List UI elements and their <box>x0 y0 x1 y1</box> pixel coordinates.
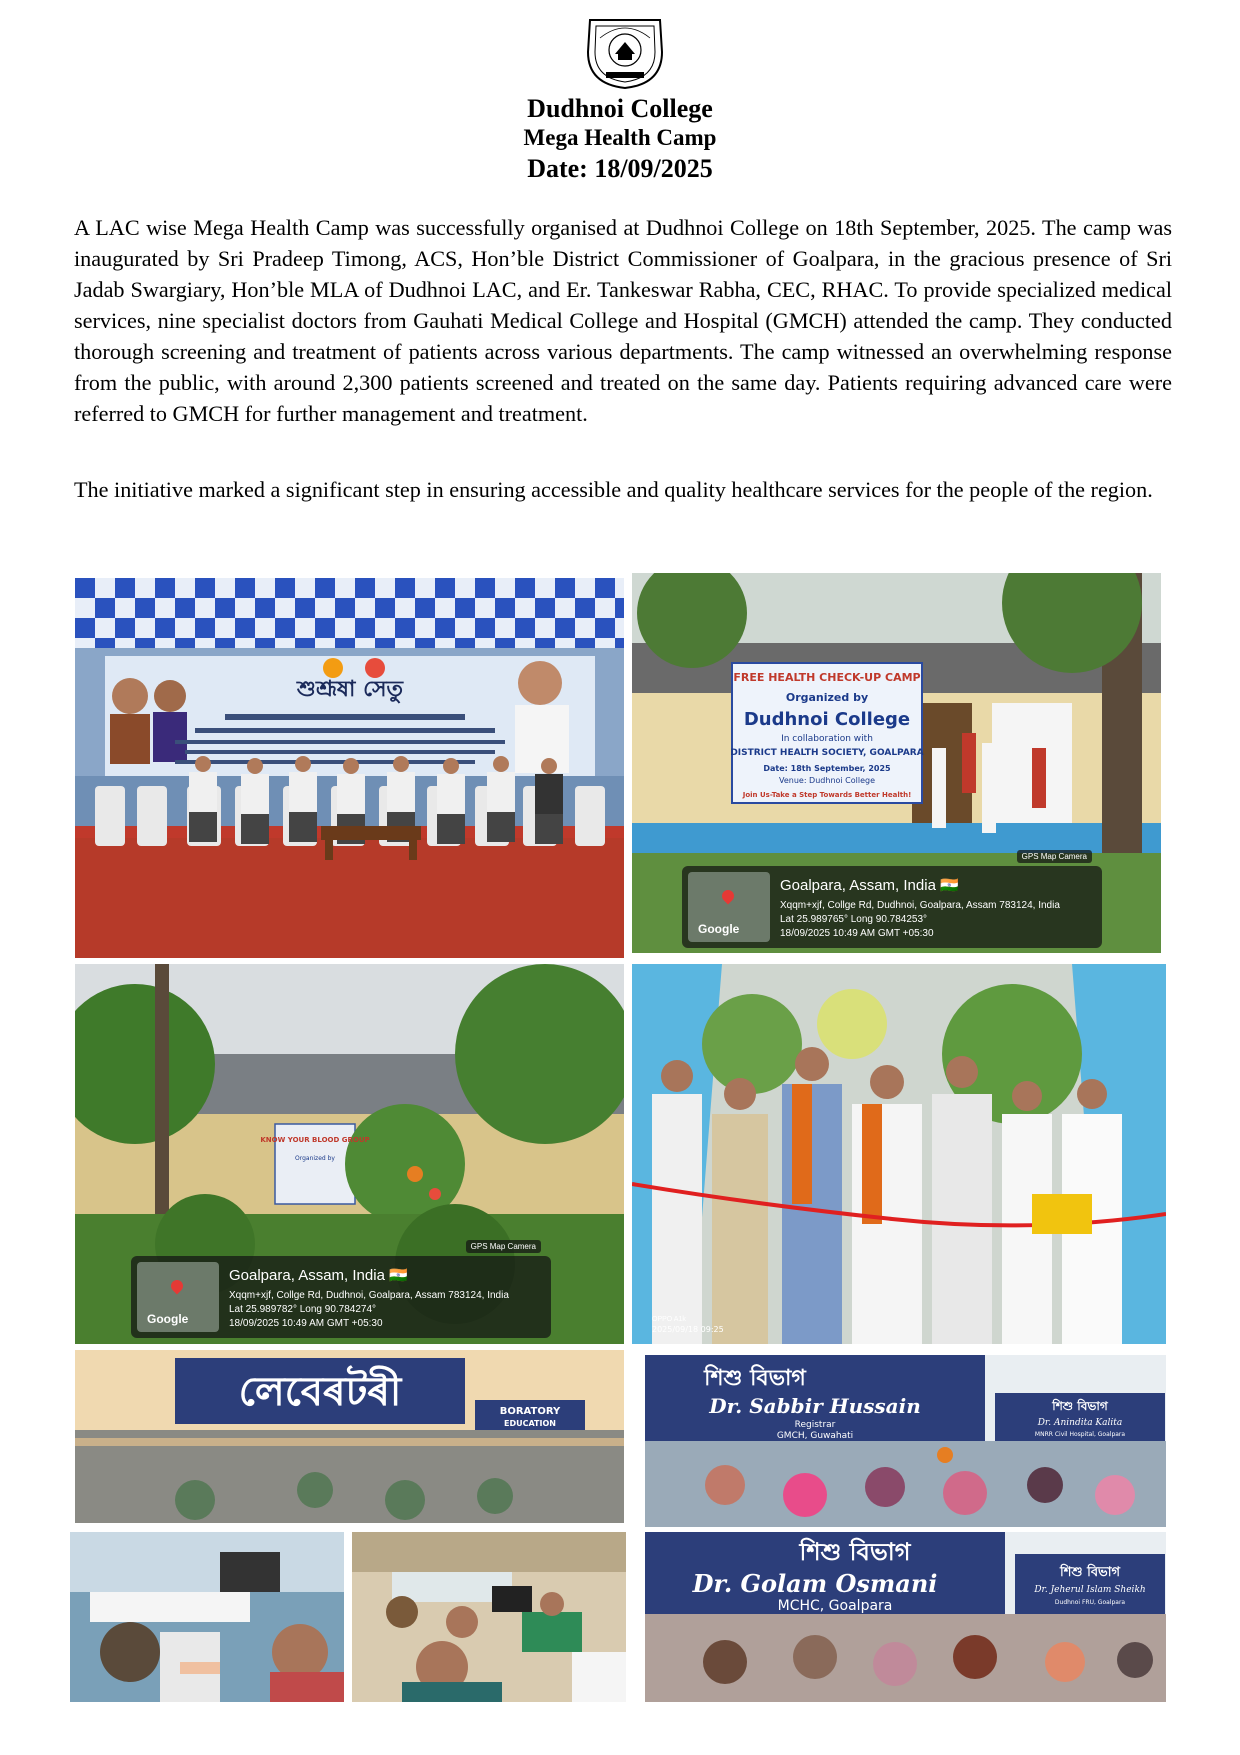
dept-sign: শিশু বিভাগ <box>799 1538 911 1566</box>
doctor-name-2: Dr. Anindita Kalita <box>1037 1418 1123 1428</box>
doctor-name-2: Dr. Jeherul Islam Sheikh <box>1034 1585 1146 1595</box>
gps-timestamp: 18/09/2025 10:49 AM GMT +05:30 <box>229 1318 383 1329</box>
photo-blood-group <box>75 964 624 1344</box>
doctor-place: MCHC, Goalpara <box>777 1598 893 1614</box>
map-thumbnail <box>137 1262 219 1332</box>
lab-sign-english-2: EDUCATION <box>504 1419 556 1428</box>
google-label: Google <box>147 1312 189 1326</box>
checkup-banner-line3: Dudhnoi College <box>743 709 911 730</box>
gps-camera-badge: GPS Map Camera <box>466 1240 541 1253</box>
blood-banner-line1: KNOW YOUR BLOOD GROUP <box>260 1136 370 1144</box>
college-name: Dudhnoi College <box>527 94 713 123</box>
photo-laboratory <box>75 1350 624 1523</box>
dept-sign-2: শিশু বিভাগ <box>1059 1565 1121 1580</box>
map-pin-icon <box>169 1278 186 1295</box>
dept-sign-2: শিশু বিভাগ <box>1052 1399 1108 1413</box>
gps-coordinates: Lat 25.989765° Long 90.784253° <box>780 914 928 925</box>
doctor-place-2: MNRR Civil Hospital, Goalpara <box>1034 1431 1126 1438</box>
checkup-banner-line1: FREE HEALTH CHECK-UP CAMP <box>733 671 921 684</box>
gps-timestamp: 18/09/2025 10:49 AM GMT +05:30 <box>780 928 934 939</box>
body-paragraph-1: A LAC wise Mega Health Camp was successfully organised at Dudhnoi College on 18th September, 2025. The camp was inaugurated by Sri Pradeep Timong, ACS, Hon’ble District Commissioner of Goalpara, in the gracious presence of Sri Jadab Swargiary, Hon’ble MLA of Dudhnoi LAC, and Er. Tankeswar Rabha, CEC, RHAC. To provide specialized medical services, nine specialist doctors from Gauhati Medical College and Hospital (GMCH) attended the camp. They conducted thorough screening and treatment of patients across various departments. The camp witnessed an overwhelming response from the public, with around 2,300 patients screened and treated on the same day. Patients requiring advanced care were referred to GMCH for further management and treatment. <box>74 215 1172 426</box>
gps-coordinates: Lat 25.989782° Long 90.784274° <box>229 1304 377 1315</box>
college-logo <box>582 16 668 90</box>
doctor-role: Registrar <box>794 1420 836 1430</box>
lab-sign-english-1: BORATORY <box>499 1406 561 1417</box>
gps-address: Xqqm+xjf, Collge Rd, Dudhnoi, Goalpara, Assam 783124, India <box>780 900 1060 911</box>
gps-overlay <box>682 852 1102 948</box>
camera-stamp-time: 2025/09/18 09:25 <box>652 1325 724 1334</box>
doctor-place-2: Dudhnoi FRU, Goalpara <box>1054 1599 1126 1606</box>
camera-stamp-model: OPPO A1k <box>652 1316 686 1323</box>
lab-sign: লেবেৰটৰী <box>238 1369 402 1415</box>
google-label: Google <box>698 922 740 936</box>
doctor-name: Dr. Golam Osmani <box>692 1569 938 1598</box>
blood-banner-line2: Organized by <box>295 1155 335 1162</box>
photo-ribbon-cutting <box>632 964 1166 1344</box>
photo-checkup-camp <box>632 573 1161 953</box>
event-date: Date: 18/09/2025 <box>527 154 713 183</box>
map-thumbnail <box>688 872 770 942</box>
doctor-place: GMCH, Guwahati <box>776 1431 854 1441</box>
stage-banner-title: শুশ্ৰূষা সেতু <box>296 677 404 702</box>
photo-stage <box>75 578 624 958</box>
checkup-banner-line4: In collaboration with <box>781 734 873 744</box>
checkup-banner-line7: Venue: Dudhnoi College <box>778 776 876 785</box>
dept-sign: শিশু বিভাগ <box>704 1366 806 1391</box>
photo-lab-desk <box>352 1532 626 1702</box>
photo-pediatrics-2 <box>645 1532 1166 1702</box>
gps-camera-badge: GPS Map Camera <box>1017 850 1092 863</box>
event-title: Mega Health Camp <box>523 125 717 150</box>
gps-overlay <box>131 1242 551 1338</box>
gps-location: Goalpara, Assam, India 🇮🇳 <box>229 1267 408 1284</box>
photo-pediatrics-1 <box>645 1355 1166 1527</box>
checkup-banner-line6: Date: 18th September, 2025 <box>763 764 891 773</box>
body-paragraph-2: The initiative marked a significant step in ensuring accessible and quality healthcare services for the people of the region. <box>74 477 1153 502</box>
map-pin-icon <box>720 888 737 905</box>
checkup-banner-line2: Organized by <box>785 691 869 704</box>
checkup-banner-line8: Join Us-Take a Step Towards Better Health! <box>742 791 912 799</box>
gps-address: Xqqm+xjf, Collge Rd, Dudhnoi, Goalpara, Assam 783124, India <box>229 1290 509 1301</box>
checkup-banner-line5: DISTRICT HEALTH SOCIETY, GOALPARA <box>730 748 924 758</box>
photo-sample-collection <box>70 1532 344 1702</box>
doctor-name: Dr. Sabbir Hussain <box>709 1394 921 1418</box>
gps-location: Goalpara, Assam, India 🇮🇳 <box>780 877 959 894</box>
